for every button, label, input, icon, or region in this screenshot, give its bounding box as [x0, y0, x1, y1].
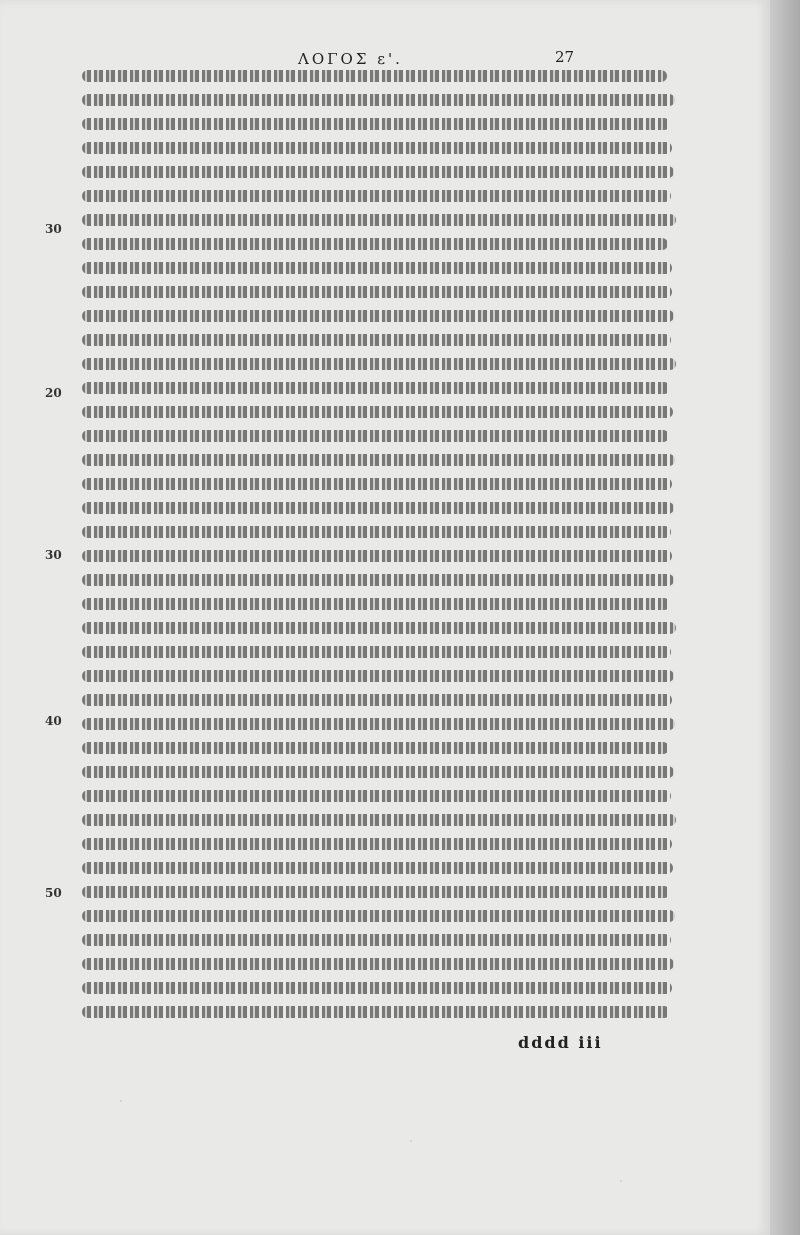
text-line	[82, 694, 672, 706]
text-line	[82, 382, 670, 394]
text-line	[82, 574, 674, 586]
text-line	[82, 238, 668, 250]
text-line	[82, 934, 671, 946]
text-line	[82, 550, 672, 562]
text-line	[82, 790, 671, 802]
text-line	[82, 598, 670, 610]
text-line	[82, 358, 676, 370]
greek-text-block	[82, 70, 682, 1070]
text-line	[82, 886, 670, 898]
text-line	[82, 910, 675, 922]
paper-speck	[620, 1180, 622, 1182]
text-line	[82, 262, 672, 274]
text-line	[82, 478, 672, 490]
signature-mark: dddd iii	[518, 1033, 603, 1052]
text-line	[82, 430, 669, 442]
text-line	[82, 94, 675, 106]
page-edge	[770, 0, 800, 1235]
text-line	[82, 766, 674, 778]
text-line	[82, 286, 672, 298]
text-line	[82, 742, 669, 754]
line-number: 20	[45, 386, 62, 400]
page-number: 27	[555, 48, 575, 66]
text-line	[82, 190, 671, 202]
line-number: 40	[45, 714, 62, 728]
paper-speck	[410, 1140, 412, 1142]
text-line	[82, 862, 673, 874]
text-line	[82, 622, 676, 634]
text-line	[82, 166, 674, 178]
text-line	[82, 118, 670, 130]
text-line	[82, 334, 671, 346]
text-line	[82, 526, 671, 538]
paper-speck	[120, 1100, 122, 1102]
text-line	[82, 982, 672, 994]
line-number: 30	[45, 548, 62, 562]
text-line	[82, 958, 674, 970]
text-line	[82, 406, 673, 418]
text-line	[82, 502, 674, 514]
text-line	[82, 214, 676, 226]
text-line	[82, 814, 676, 826]
text-line	[82, 454, 675, 466]
text-line	[82, 142, 672, 154]
running-head: ΛΟΓΟΣ ε'.	[298, 50, 403, 68]
text-line	[82, 646, 671, 658]
text-line	[82, 70, 667, 82]
line-number: 50	[45, 886, 62, 900]
line-number: 30	[45, 222, 62, 236]
text-line	[82, 838, 672, 850]
text-line	[82, 718, 675, 730]
text-line	[82, 1006, 670, 1018]
text-line	[82, 310, 674, 322]
text-line	[82, 670, 674, 682]
